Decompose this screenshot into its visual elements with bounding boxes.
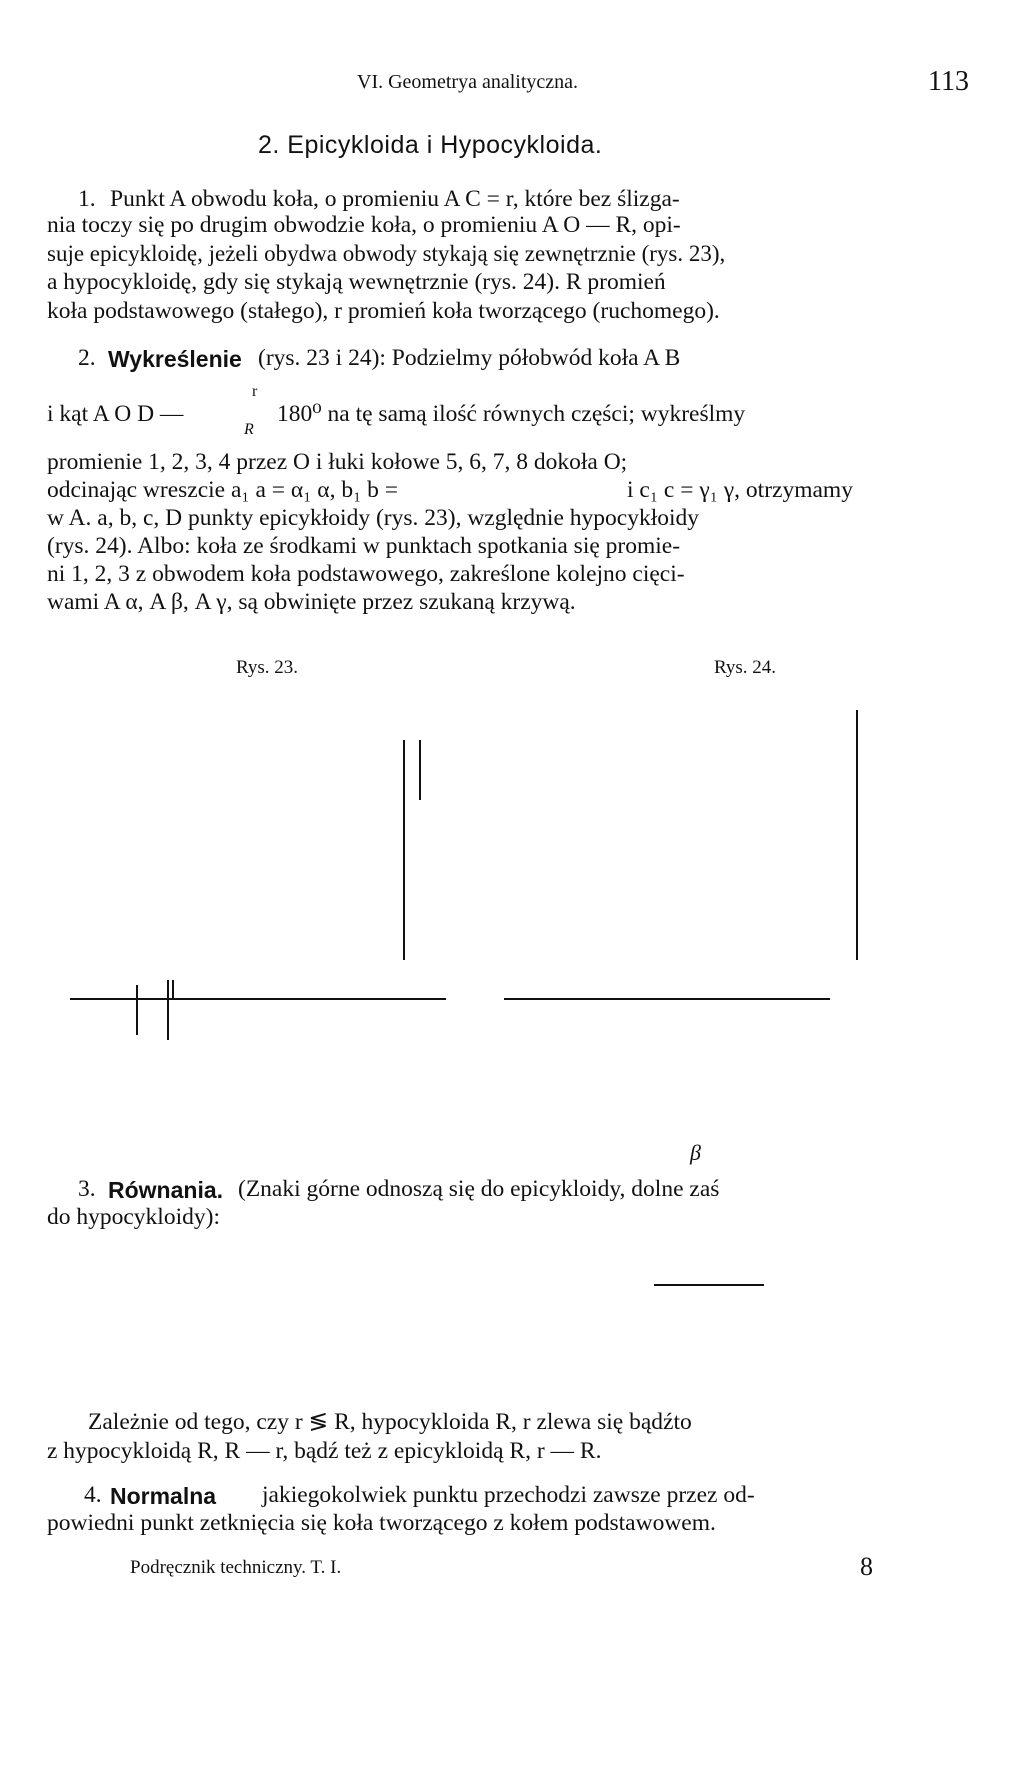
fig24-vertical-line-left bbox=[419, 740, 421, 800]
paragraph-1-number: 1. bbox=[78, 186, 96, 212]
paragraph-2-line-5: w A. a, b, c, D punkty epicykłoidy (rys. 23), względnie hypocykłoidy bbox=[47, 505, 700, 531]
paragraph-4-line-2: z hypocykloidą R, R — r, bądź też z epicykloidą R, r — R. bbox=[47, 1438, 602, 1464]
paragraph-3-number: 3. bbox=[78, 1176, 96, 1202]
paragraph-2-line-6: (rys. 24). Albo: koła ze środkami w punktach spotkania się promie- bbox=[47, 533, 681, 559]
paragraph-5-line-2: powiedni punkt zetknięcia się koła tworzącego z kołem podstawowem. bbox=[47, 1510, 716, 1536]
figure-area bbox=[0, 700, 1024, 1130]
paragraph-3-heading: Równania. bbox=[108, 1177, 224, 1203]
paragraph-4-line-1: Zależnie od tego, czy r ≶ R, hypocykloida R, r zlewa się bądźto bbox=[88, 1409, 692, 1435]
fig24-vertical-line-right bbox=[856, 710, 858, 960]
paragraph-5-number: 4. bbox=[84, 1482, 102, 1508]
paragraph-1-line-2: nia toczy się po drugim obwodzie koła, o promieniu A O — R, opi- bbox=[47, 212, 681, 238]
paragraph-3-line-1: (Znaki górne odnoszą się do epicykloidy, dolne zaś bbox=[238, 1176, 720, 1202]
paragraph-5-heading: Normalna bbox=[110, 1483, 217, 1509]
running-header: VI. Geometrya analityczna. bbox=[357, 71, 579, 93]
fig23-tick-2 bbox=[167, 980, 169, 1040]
fig23-tick-1 bbox=[136, 985, 138, 1035]
fig23-arc-stub bbox=[172, 980, 174, 1000]
paragraph-1-line-3: suje epicykloidę, jeżeli obydwa obwody stykają się zewnętrznie (rys. 23), bbox=[47, 241, 726, 266]
paragraph-2-line-7: ni 1, 2, 3 z obwodem koła podstawowego, zakreślone kolejno cięci- bbox=[47, 561, 685, 587]
beta-label: β bbox=[690, 1140, 701, 1165]
paragraph-1-line-5: koła podstawowego (stałego), r promień koła tworzącego (ruchomego). bbox=[47, 298, 720, 324]
figure-24-label: Rys. 24. bbox=[714, 657, 777, 678]
figure-23-label: Rys. 23. bbox=[236, 657, 299, 678]
fraction-numerator: r bbox=[252, 383, 258, 400]
section-title: 2. Epicykloida i Hypocykloida. bbox=[258, 131, 603, 159]
paragraph-1-line-4: a hypocykloidę, gdy się stykają wewnętrznie (rys. 24). R promień bbox=[47, 269, 666, 295]
paragraph-1-line-1: Punkt A obwodu koła, o promieniu A C = r, które bez ślizga- bbox=[110, 186, 680, 212]
paragraph-2-heading: Wykreślenie bbox=[108, 346, 242, 372]
paragraph-2-line-1: (rys. 23 i 24): Podzielmy półobwód koła A B bbox=[258, 345, 681, 371]
fig24-horizontal-axis bbox=[504, 998, 830, 1000]
paragraph-3-line-2: do hypocykloidy): bbox=[47, 1204, 220, 1230]
fig23-horizontal-axis bbox=[70, 998, 446, 1000]
paragraph-2-line-2-rest: 180⁰ na tę samą ilość równych części; wykreślmy bbox=[277, 401, 746, 427]
footer-signature: 8 bbox=[860, 1552, 873, 1581]
paragraph-2-line-4b: i c₁ c = γ₁ γ, otrzymamy bbox=[627, 477, 853, 503]
paragraph-2-line-3: promienie 1, 2, 3, 4 przez O i łuki kołowe 5, 6, 7, 8 dokoła O; bbox=[47, 449, 628, 475]
paragraph-2-line-2-start: i kąt A O D — bbox=[47, 401, 184, 427]
paragraph-2-line-4a: odcinając wreszcie a₁ a = α₁ α, b₁ b = bbox=[47, 477, 399, 503]
paragraph-2-number: 2. bbox=[78, 345, 96, 371]
paragraph-5-line-1: jakiegokolwiek punktu przechodzi zawsze przez od- bbox=[262, 1482, 755, 1508]
fraction-denominator: R bbox=[244, 421, 254, 438]
equation-divider-line bbox=[654, 1284, 764, 1286]
footer-book-title: Podręcznik techniczny. T. I. bbox=[130, 1557, 342, 1578]
fig23-vertical-line-left bbox=[403, 740, 405, 960]
page-number: 113 bbox=[928, 66, 969, 97]
paragraph-2-line-8: wami A α, A β, A γ, są obwinięte przez szukaną krzywą. bbox=[47, 589, 576, 615]
